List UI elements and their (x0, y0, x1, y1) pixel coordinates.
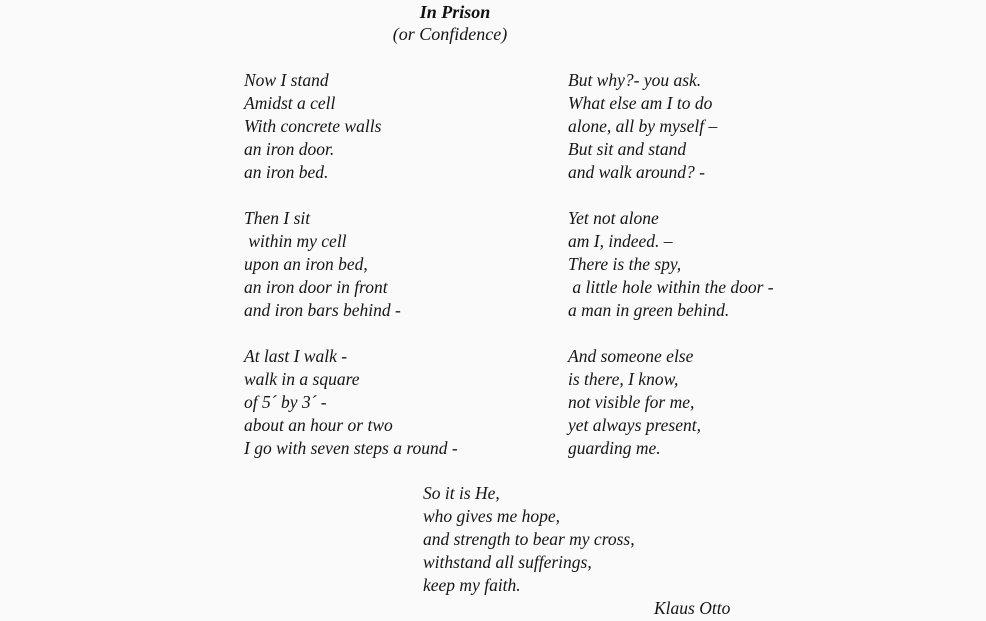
stanza (568, 345, 928, 460)
poem-line: Amidst a cell (244, 93, 336, 113)
poem-line: and iron bars behind - (244, 300, 401, 320)
poem-line: At last I walk - (244, 346, 348, 366)
stanza (568, 69, 928, 184)
poem-line: a man in green behind. (568, 300, 730, 320)
poem-line: and walk around? - (568, 162, 705, 182)
poem-line: What else am I to do (568, 93, 713, 113)
stanza (244, 207, 544, 322)
poem-line: alone, all by myself – (568, 116, 718, 136)
poem-line: walk in a square (244, 369, 360, 389)
stanza (568, 207, 928, 322)
poem-line: is there, I know, (568, 369, 679, 389)
poem-line: an iron door in front (244, 277, 388, 297)
poem-line: yet always present, (568, 415, 702, 435)
poem-line: I go with seven steps a round - (244, 438, 458, 458)
poem-line: But why?- you ask. (568, 70, 702, 90)
poem-line: about an hour or two (244, 415, 393, 435)
poem-line: an iron door. (244, 139, 335, 159)
poem-line: Now I stand (244, 70, 329, 90)
poem-line: not visible for me, (568, 392, 695, 412)
poem-line: withstand all sufferings, (423, 552, 592, 572)
poem-line: an iron bed. (244, 162, 329, 182)
right-column (568, 69, 928, 483)
poem-line: a little hole within the door - (568, 277, 774, 297)
poem-line: am I, indeed. – (568, 231, 673, 251)
poem-title: In Prison (419, 2, 491, 22)
poem-line: There is the spy, (568, 254, 682, 274)
poem-line: keep my faith. (423, 575, 521, 595)
poem-line: within my cell (244, 231, 347, 251)
poem-line: Yet not alone (568, 208, 659, 228)
poem-line: upon an iron bed, (244, 254, 368, 274)
poem-line: who gives me hope, (423, 506, 561, 526)
stanza (244, 345, 544, 460)
final-stanza (423, 482, 635, 597)
poem-line: So it is He, (423, 483, 500, 503)
poem-line: Then I sit (244, 208, 311, 228)
author-signature: Klaus Otto (654, 598, 731, 618)
poem-line: guarding me. (568, 438, 661, 458)
poem-line: And someone else (568, 346, 694, 366)
poem-line: With concrete walls (244, 116, 382, 136)
poem-subtitle: (or Confidence) (392, 24, 508, 44)
poem-line: of 5´ by 3´ - (244, 392, 327, 412)
poem-line: and strength to bear my cross, (423, 529, 635, 549)
stanza (244, 69, 544, 184)
left-column (244, 69, 544, 483)
poem-line: But sit and stand (568, 139, 687, 159)
